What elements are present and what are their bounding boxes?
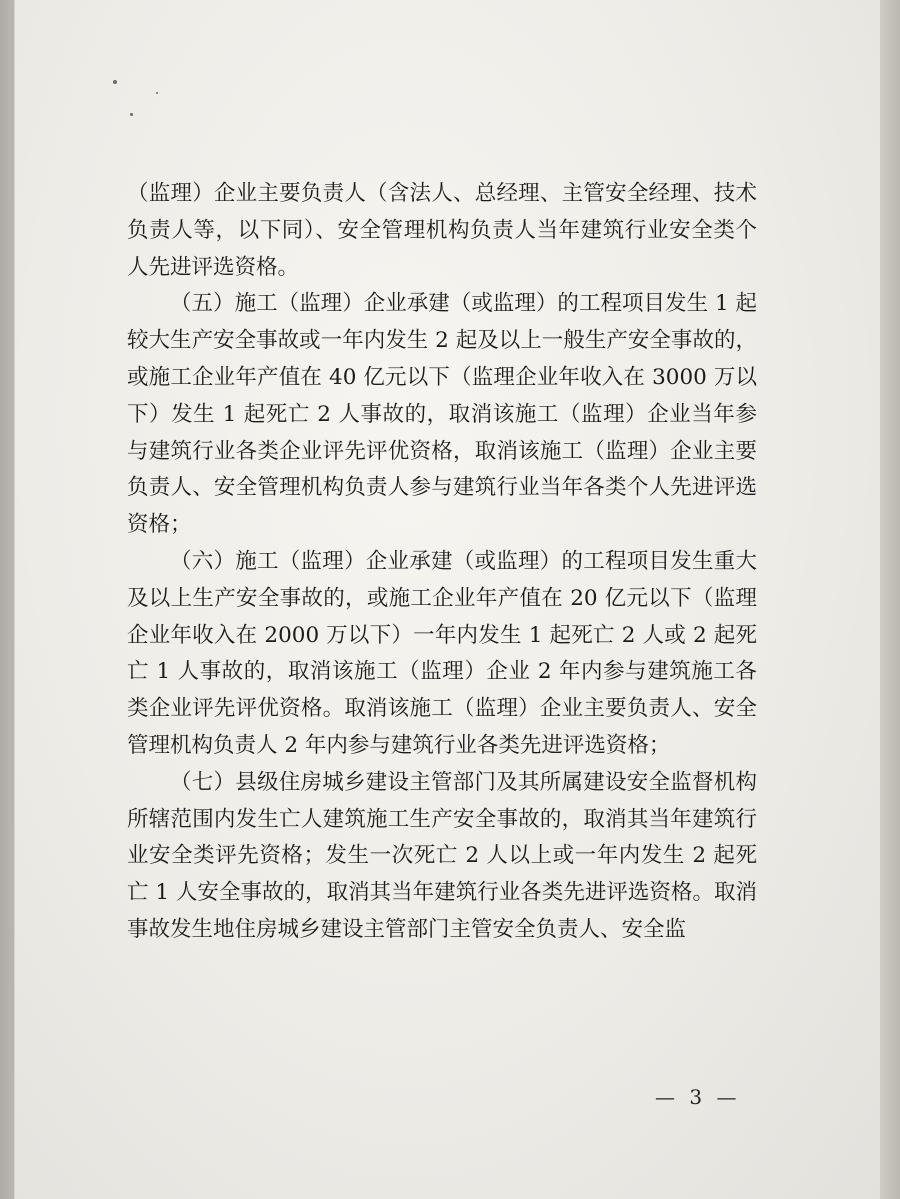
paragraph-item-5: （五）施工（监理）企业承建（或监理）的工程项目发生 1 起较大生产安全事故或一年内发生 2 起及以上一般生产安全事故的，或施工企业年产值在 40 亿元以下（监理企业年收入在 3000 万以下）发生 1 起死亡 2 人事故的，取消该施工（监理）企业当年参与建筑行业各类企业评先评优资格，取消该施工（监理）企业主要负责人、安全管理机构负责人参与建筑行业当年各类个人先进评选资格； xyxy=(127,291,757,538)
paper-speck xyxy=(130,113,133,116)
paper-speck xyxy=(113,80,117,84)
paper-speck xyxy=(156,92,158,94)
page-right-edge xyxy=(880,0,900,1199)
document-body xyxy=(127,176,757,949)
paragraph-continuation: （监理）企业主要负责人（含法人、总经理、主管安全经理、技术负责人等，以下同）、安全管理机构负责人当年建筑行业安全类个人先进评选资格。 xyxy=(127,181,757,280)
page-number: — 3 — xyxy=(655,1085,741,1109)
paragraph-item-7: （七）县级住房城乡建设主管部门及其所属建设安全监督机构所辖范围内发生亡人建筑施工生产安全事故的，取消其当年建筑行业安全类评先资格；发生一次死亡 2 人以上或一年内发生 2 起死亡 1 人安全事故的，取消其当年建筑行业各类先进评选资格。取消事故发生地住房城乡建设主管部门主管安全负责人、安全监 xyxy=(127,769,757,942)
paragraph-item-6: （六）施工（监理）企业承建（或监理）的工程项目发生重大及以上生产安全事故的，或施工企业年产值在 20 亿元以下（监理企业年收入在 2000 万以下）一年内发生 1 起死亡 2 人或 2 起死亡 1 人事故的，取消该施工（监理）企业 2 年内参与建筑施工各类企业评先评优资格。取消该施工（监理）企业主要负责人、安全管理机构负责人 2 年内参与建筑行业各类先进评选资格； xyxy=(127,548,757,758)
